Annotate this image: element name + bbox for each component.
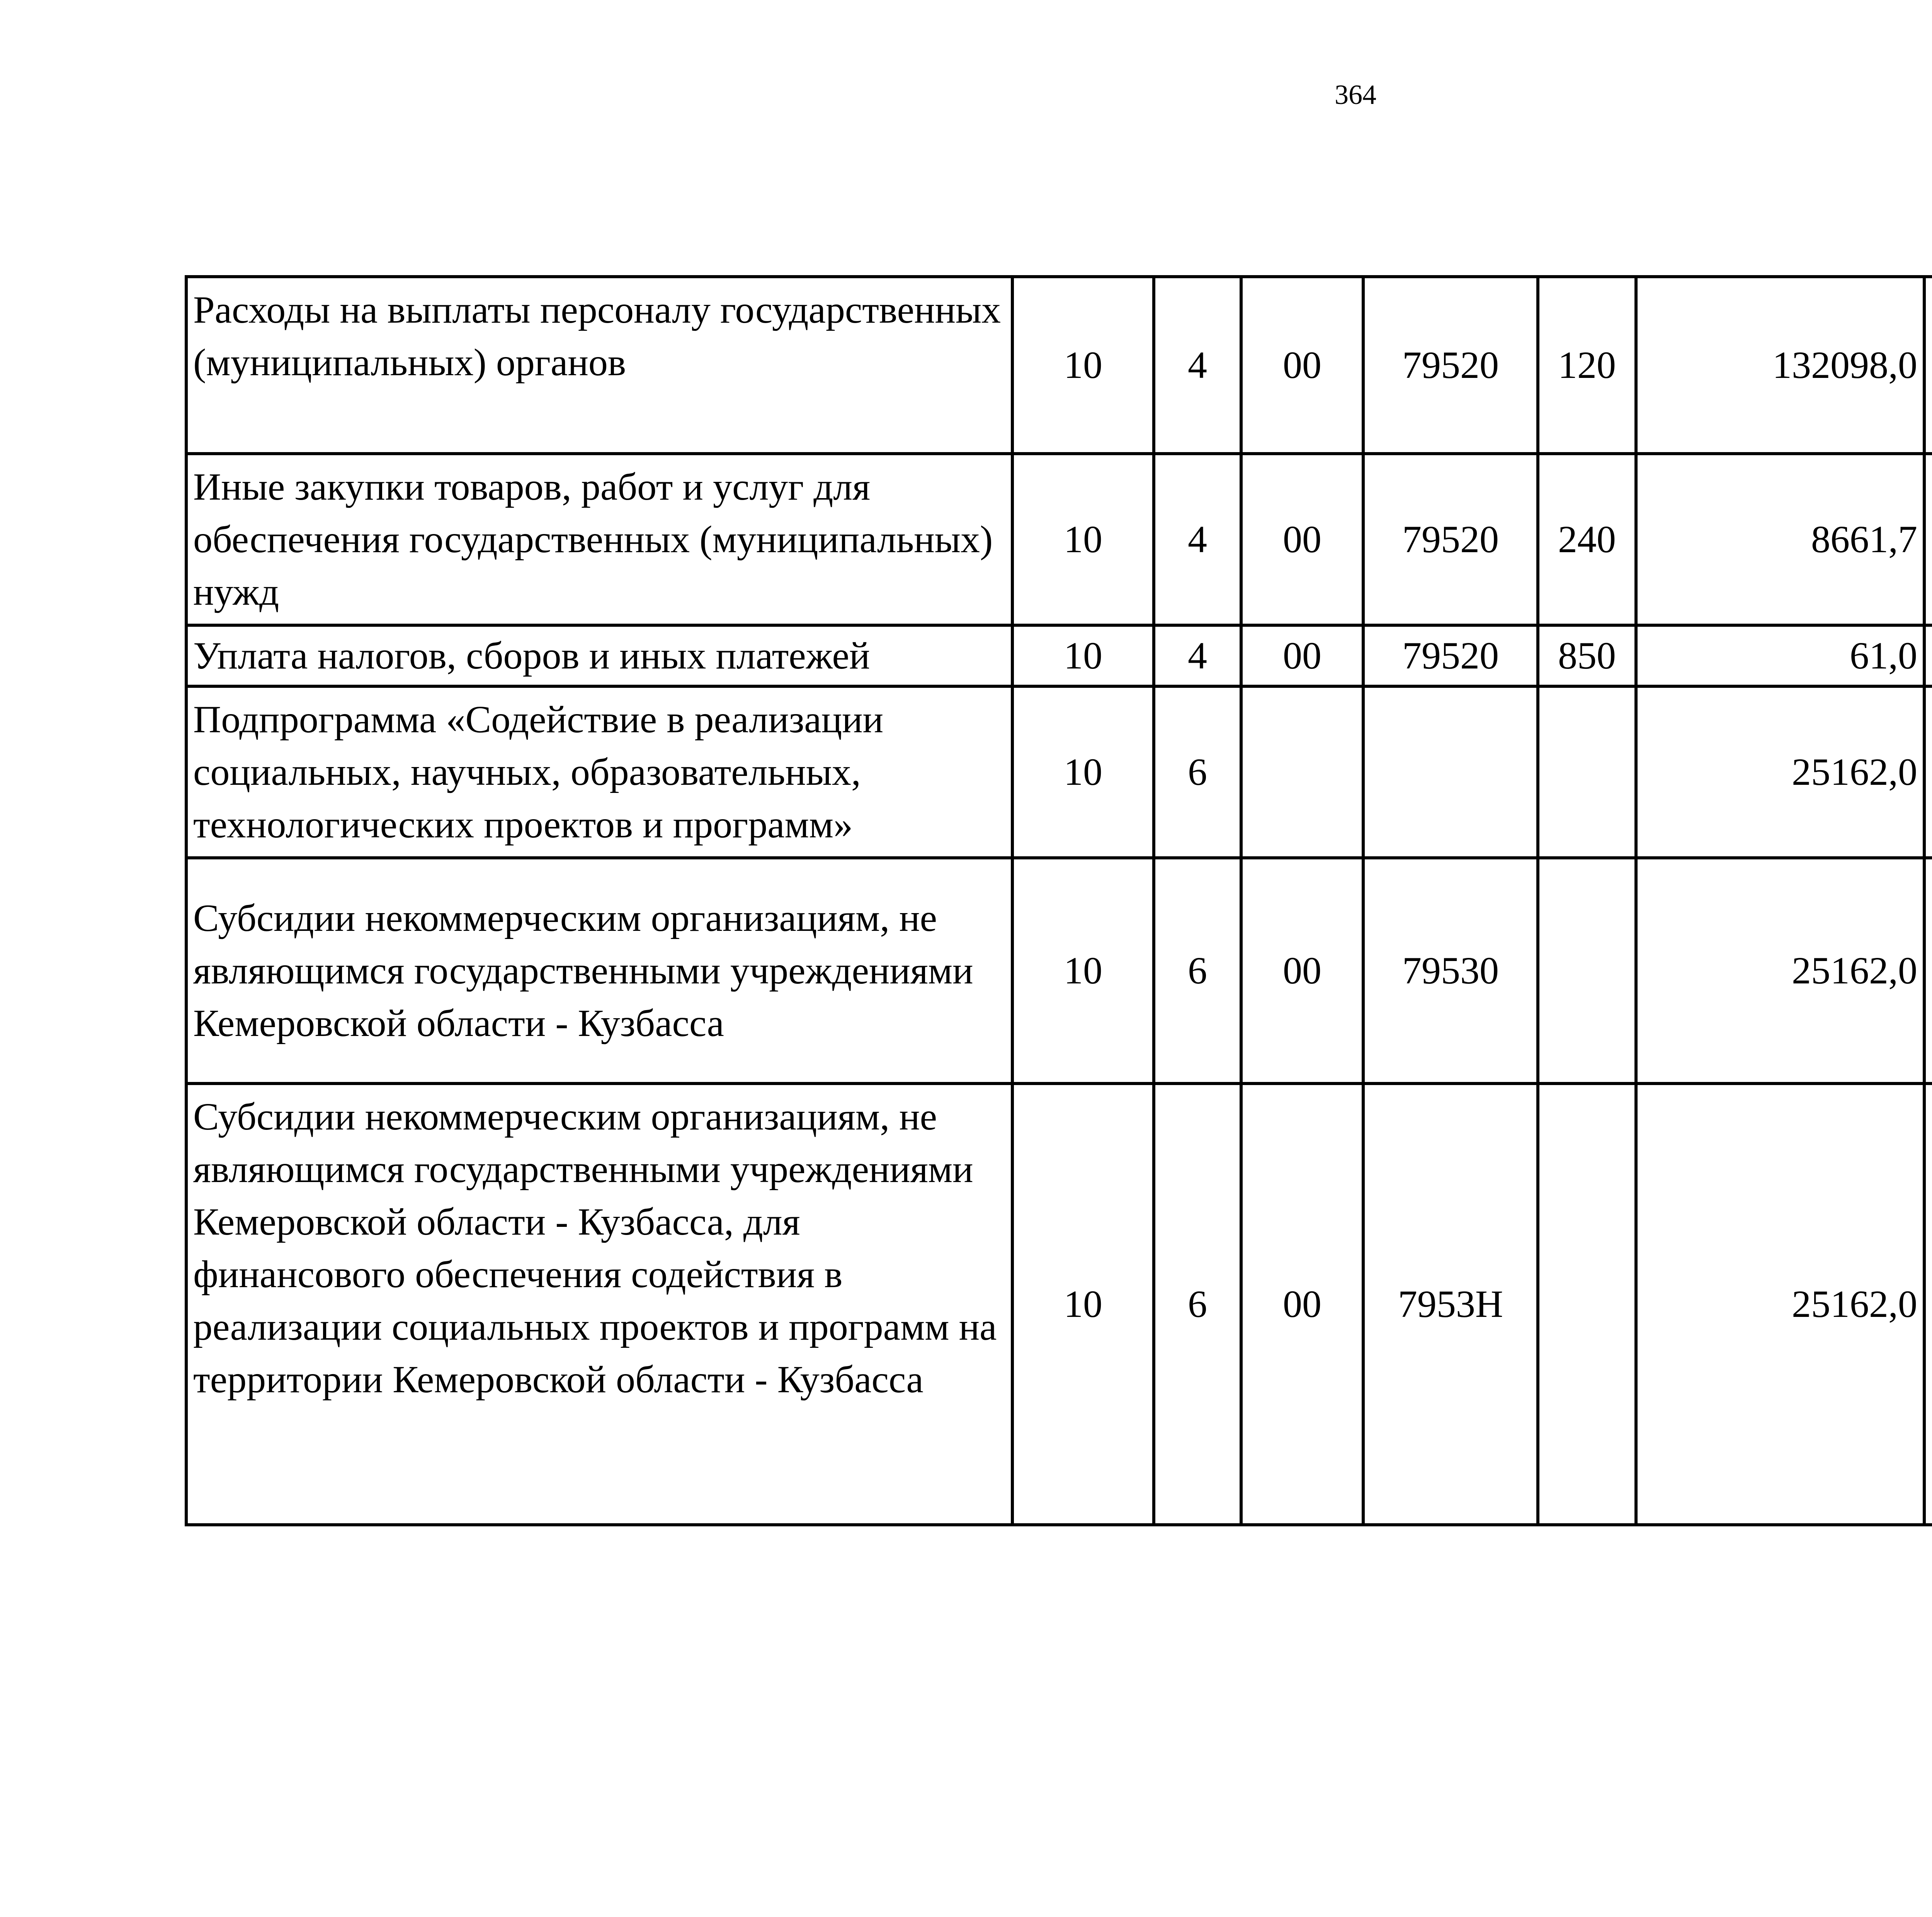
table-row [186, 1084, 1932, 1525]
amount-1-cell: 61,0 [1636, 625, 1924, 686]
program-cell: 00 [1241, 1084, 1363, 1525]
amount-2-cell [1924, 454, 1932, 625]
direction-cell: 79520 [1363, 454, 1538, 625]
page-number: 364 [1335, 79, 1376, 110]
table-row [186, 454, 1932, 625]
subsection-cell: 6 [1154, 1084, 1241, 1525]
amount-1-cell: 25162,0 [1636, 858, 1924, 1084]
expense-type-cell [1538, 858, 1636, 1084]
program-cell [1241, 686, 1363, 858]
amount-2-cell [1924, 277, 1932, 454]
section-cell: 10 [1012, 686, 1154, 858]
subsection-cell: 6 [1154, 858, 1241, 1084]
amount-1-cell: 8661,7 [1636, 454, 1924, 625]
amount-1-cell: 132098,0 [1636, 277, 1924, 454]
table-row [186, 277, 1932, 454]
expense-type-cell [1538, 1084, 1636, 1525]
section-cell: 10 [1012, 277, 1154, 454]
budget-table [185, 275, 1932, 1526]
subsection-cell: 4 [1154, 454, 1241, 625]
section-cell: 10 [1012, 1084, 1154, 1525]
table-row [186, 858, 1932, 1084]
subsection-cell: 6 [1154, 686, 1241, 858]
direction-cell [1363, 686, 1538, 858]
expense-type-cell: 240 [1538, 454, 1636, 625]
program-cell: 00 [1241, 858, 1363, 1084]
section-cell: 10 [1012, 454, 1154, 625]
amount-2-cell [1924, 625, 1932, 686]
program-cell: 00 [1241, 277, 1363, 454]
expense-name-cell: Подпрограмма «Содействие в реализации социальных, научных, образовательных, технологических проектов и программ» [186, 686, 1012, 858]
amount-2-cell [1924, 858, 1932, 1084]
section-cell: 10 [1012, 625, 1154, 686]
expense-type-cell: 120 [1538, 277, 1636, 454]
direction-cell: 79520 [1363, 625, 1538, 686]
amount-2-cell [1924, 686, 1932, 858]
program-cell: 00 [1241, 625, 1363, 686]
expense-name-cell: Расходы на выплаты персоналу государственных (муниципальных) органов [186, 277, 1012, 454]
direction-cell: 79530 [1363, 858, 1538, 1084]
expense-type-cell: 850 [1538, 625, 1636, 686]
expense-name-cell: Иные закупки товаров, работ и услуг для обеспечения государственных (муниципальных) нужд [186, 454, 1012, 625]
expense-name-cell: Субсидии некоммерческим организациям, не являющимся государственными учреждениями Кемеровской области - Кузбасса, для финансового обеспечения содействия в реализации социальных проектов и программ на территории Кемеровской области - Кузбасса [186, 1084, 1012, 1525]
direction-cell: 7953Н [1363, 1084, 1538, 1525]
section-cell: 10 [1012, 858, 1154, 1084]
subsection-cell: 4 [1154, 625, 1241, 686]
expense-name-cell: Субсидии некоммерческим организациям, не являющимся государственными учреждениями Кемеровской области - Кузбасса [186, 858, 1012, 1084]
expense-type-cell [1538, 686, 1636, 858]
amount-1-cell: 25162,0 [1636, 686, 1924, 858]
direction-cell: 79520 [1363, 277, 1538, 454]
table-row [186, 625, 1932, 686]
program-cell: 00 [1241, 454, 1363, 625]
amount-2-cell [1924, 1084, 1932, 1525]
table-row [186, 686, 1932, 858]
subsection-cell: 4 [1154, 277, 1241, 454]
expense-name-cell: Уплата налогов, сборов и иных платежей [186, 625, 1012, 686]
amount-1-cell: 25162,0 [1636, 1084, 1924, 1525]
